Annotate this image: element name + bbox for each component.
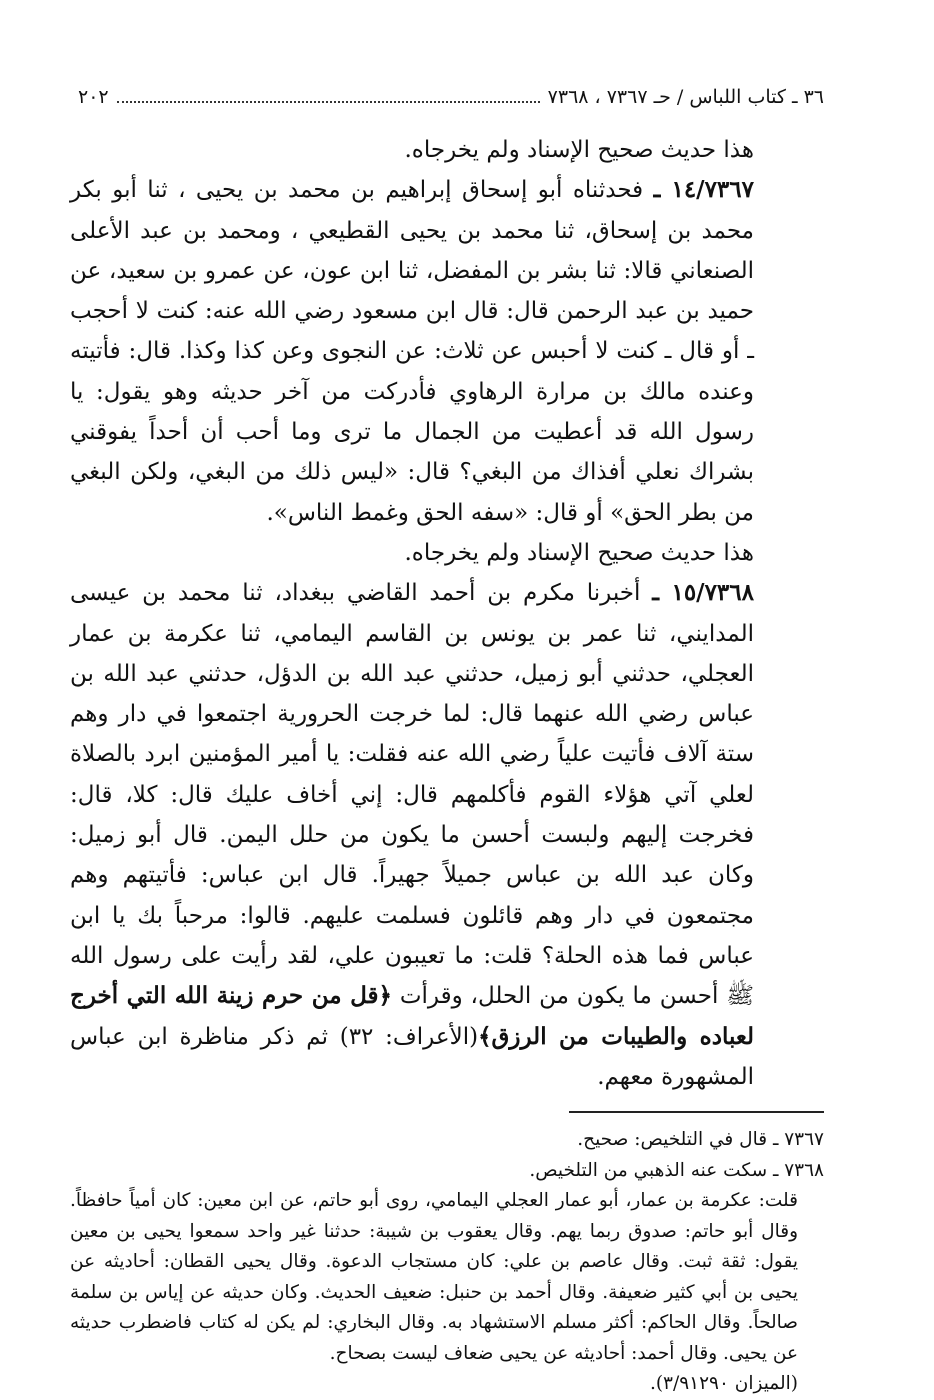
hadith-7367 bbox=[70, 170, 824, 533]
hadith-number: ١٥/٧٣٦٨ ـ bbox=[652, 579, 754, 607]
footnote-separator bbox=[569, 1111, 824, 1113]
grading-statement-2: هذا حديث صحيح الإسناد ولم يخرجاه. bbox=[404, 539, 754, 566]
main-text bbox=[70, 130, 824, 1097]
grading-statement-1: هذا حديث صحيح الإسناد ولم يخرجاه. bbox=[404, 137, 754, 163]
page-number: ٢٠٢ bbox=[78, 86, 109, 108]
header-title: ٣٦ ـ كتاب اللباس / حـ ٧٣٦٧ ، ٧٣٦٨ bbox=[547, 86, 824, 108]
footnote-reference: (الميزان ٣/٩١٢٩٠). bbox=[649, 1373, 798, 1395]
hadith-text-end: (الأعراف: ٣٢) ثم ذكر مناظرة ابن عباس المشهورة معهم. bbox=[70, 1023, 754, 1090]
hadith-text: أخبرنا مكرم بن أحمد القاضي ببغداد، ثنا محمد بن عيسى المدايني، ثنا عمر بن يونس بن القاسم اليمامي، ثنا عكرمة بن عمار العجلي، حدثني أبو زميل، حدثني عبد الله بن الدؤل، حدثني عبد الله بن عباس رضي الله عنهما قال: لما خرجت الحرورية اجتمعوا في دار وهم ستة آلاف فأتيت علياً رضي الله عنه فقلت: يا أمير المؤمنين ابرد بالصلاة لعلي آتي هؤلاء القوم فأكلمهم قال: إني أخاف عليك قال: كلا، قال: فخرجت إليهم ولبست أحسن ما يكون من حلل اليمن. قال أبو زميل: وكان عبد الله بن عباس جميلاً جهيراً. قال ابن عباس: فأتيتهم وهم مجتمعون في دار وهم قائلون فسلمت عليهم. قالوا: مرحباً بك يا ابن عباس فما هذه الحلة؟ قلت: ما تعيبون علي، لقد رأيت على رسول الله ﷺ أحسن ما يكون من الحلل، وقرأت bbox=[70, 580, 754, 1010]
hadith-7368 bbox=[70, 573, 824, 1097]
header-leader-dots bbox=[117, 101, 540, 103]
hadith-text: فحدثناه أبو إسحاق إبراهيم بن محمد بن يحيى ، ثنا أبو بكر محمد بن إسحاق، ثنا محمد بن يحيى القطيعي ، ومحمد بن عبد الأعلى الصنعاني قالا: ثنا بشر بن المفضل، ثنا ابن عون، عن عمرو بن سعيد، عن حميد بن عبد الرحمن قال: قال ابن مسعود رضي الله عنه: كنت لا أحجب ـ أو قال ـ كنت لا أحبس عن ثلاث: عن النجوى وعن كذا وكذا. قال: فأتيته وعنده مالك بن مرارة الرهاوي فأدركت من آخر حديثه وهو يقول: يا رسول الله قد أعطيت من الجمال ما ترى وما أحب أن أحداً يفوقني بشراك نعلي أفذاك من البغي؟ قال: «ليس ذلك من البغي، ولكن البغي من بطر الحق» أو قال: «سفه الحق وغمط الناس». bbox=[70, 177, 754, 526]
footnote-commentary: قلت: عكرمة بن عمار، أبو عمار العجلي اليمامي، روى أبو حاتم، عن ابن معين: كان أمياً حافظاً. وقال أبو حاتم: صدوق ربما يهم. وقال يعقوب بن شيبة: حدثنا غير واحد سمعوا يحيى بن معين يقول: ثقة ثبت. وقال عاصم بن علي: كان مستجاب الدعوة. وقال يحيى القطان: أحاديثه عن يحيى بن أبي كثير ضعيفة. وقال أحمد بن حنبل: ضعيف الحديث. وكان حديثه عن إياس بن سلمة صالحاً. وقال الحاكم: أكثر مسلم الاستشهاد به. وقال البخاري: لم يكن له كتاب فاضطرب حديثه عن يحيى. وقال أحمد: أحاديثه عن يحيى ضعاف ليست بصحاح. bbox=[70, 1190, 798, 1364]
quran-verse: ﴿قل من حرم زينة الله التي أخرج لعباده والطيبات من الرزق﴾ bbox=[70, 982, 755, 1050]
footnote-7368: ٧٣٦٨ ـ سكت عنه الذهبي من التلخيص. bbox=[529, 1159, 824, 1181]
footnotes bbox=[70, 1125, 824, 1400]
hadith-number: ١٤/٧٣٦٧ ـ bbox=[653, 176, 754, 204]
running-header bbox=[70, 86, 824, 116]
footnote-7367: ٧٣٦٧ ـ قال في التلخيص: صحيح. bbox=[577, 1129, 824, 1151]
